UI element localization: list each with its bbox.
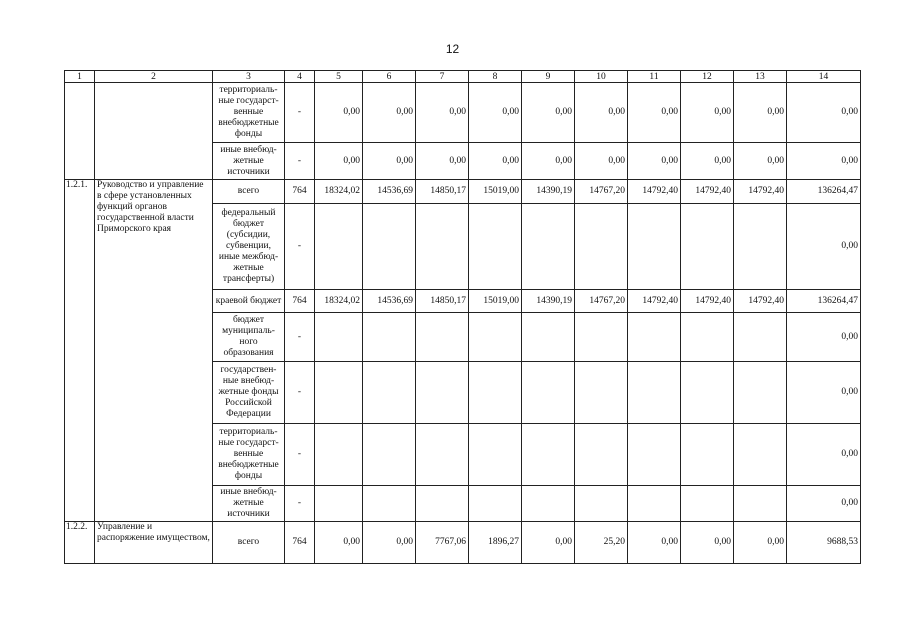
value-cell: 1896,27 — [469, 522, 522, 564]
value-cell — [416, 486, 469, 522]
code-cell: - — [285, 313, 315, 362]
value-cell: 0,00 — [681, 522, 734, 564]
value-cell: 0,00 — [734, 143, 787, 180]
funding-source-cell: государствен-ные внебюд-жетные фонды Российской Федерации — [213, 362, 285, 424]
code-cell: - — [285, 362, 315, 424]
value-cell — [522, 486, 575, 522]
funding-source-cell: краевой бюджет — [213, 290, 285, 313]
value-cell — [628, 362, 681, 424]
funding-source-cell: территориаль-ные государст-венные внебюджетные фонды — [213, 83, 285, 143]
value-cell — [628, 204, 681, 290]
table-row — [65, 522, 861, 564]
value-cell: 0,00 — [628, 83, 681, 143]
value-cell: 0,00 — [363, 83, 416, 143]
value-cell — [416, 424, 469, 486]
value-cell: 14850,17 — [416, 180, 469, 204]
value-cell — [681, 362, 734, 424]
value-cell — [734, 486, 787, 522]
value-cell — [315, 424, 363, 486]
item-name-cell — [95, 83, 213, 180]
funding-source-cell: иные внебюд-жетные источники — [213, 486, 285, 522]
total-cell: 0,00 — [787, 83, 861, 143]
value-cell: 0,00 — [628, 522, 681, 564]
funding-source-cell: бюджет муниципаль-ного образования — [213, 313, 285, 362]
total-cell: 0,00 — [787, 362, 861, 424]
value-cell — [628, 313, 681, 362]
funding-source-cell: иные внебюд-жетные источники — [213, 143, 285, 180]
header-cell: 10 — [575, 71, 628, 83]
header-cell: 8 — [469, 71, 522, 83]
value-cell — [315, 486, 363, 522]
item-name-cell: Управление и распоряжение имуществом, — [95, 522, 213, 564]
value-cell — [469, 486, 522, 522]
code-cell: 764 — [285, 522, 315, 564]
value-cell: 0,00 — [315, 522, 363, 564]
value-cell: 0,00 — [734, 83, 787, 143]
value-cell: 0,00 — [681, 83, 734, 143]
value-cell: 14390,19 — [522, 180, 575, 204]
table-row — [65, 83, 861, 143]
item-number-cell — [65, 83, 95, 180]
value-cell: 18324,02 — [315, 180, 363, 204]
value-cell: 14792,40 — [628, 290, 681, 313]
value-cell: 0,00 — [628, 143, 681, 180]
value-cell — [681, 313, 734, 362]
total-cell: 9688,53 — [787, 522, 861, 564]
value-cell — [469, 362, 522, 424]
value-cell: 0,00 — [575, 143, 628, 180]
value-cell — [575, 204, 628, 290]
value-cell: 15019,00 — [469, 180, 522, 204]
code-cell: 764 — [285, 290, 315, 313]
value-cell — [628, 486, 681, 522]
value-cell: 25,20 — [575, 522, 628, 564]
header-cell: 6 — [363, 71, 416, 83]
value-cell: 0,00 — [522, 522, 575, 564]
page-number: 12 — [445, 42, 460, 56]
value-cell: 0,00 — [363, 143, 416, 180]
value-cell: 0,00 — [575, 83, 628, 143]
value-cell: 0,00 — [416, 83, 469, 143]
table-row — [65, 180, 861, 204]
funding-source-cell: территориаль-ные государст-венные внебюджетные фонды — [213, 424, 285, 486]
value-cell: 14767,20 — [575, 290, 628, 313]
value-cell: 0,00 — [315, 83, 363, 143]
value-cell — [681, 486, 734, 522]
item-number-cell: 1.2.2. — [65, 522, 95, 564]
value-cell: 18324,02 — [315, 290, 363, 313]
value-cell — [416, 362, 469, 424]
value-cell — [315, 362, 363, 424]
value-cell — [575, 486, 628, 522]
funding-source-cell: федеральный бюджет (субсидии, субвенции, иные межбюд-жетные трансферты) — [213, 204, 285, 290]
value-cell — [363, 424, 416, 486]
header-cell: 5 — [315, 71, 363, 83]
value-cell — [416, 313, 469, 362]
header-cell: 9 — [522, 71, 575, 83]
value-cell — [734, 313, 787, 362]
value-cell: 0,00 — [522, 83, 575, 143]
total-cell: 0,00 — [787, 143, 861, 180]
value-cell — [469, 313, 522, 362]
value-cell — [575, 362, 628, 424]
total-cell: 0,00 — [787, 486, 861, 522]
value-cell: 7767,06 — [416, 522, 469, 564]
value-cell — [628, 424, 681, 486]
value-cell — [522, 362, 575, 424]
header-cell: 11 — [628, 71, 681, 83]
value-cell — [469, 204, 522, 290]
value-cell: 14792,40 — [734, 180, 787, 204]
value-cell — [734, 424, 787, 486]
value-cell — [734, 362, 787, 424]
code-cell: - — [285, 486, 315, 522]
code-cell: - — [285, 204, 315, 290]
value-cell: 0,00 — [363, 522, 416, 564]
value-cell: 0,00 — [734, 522, 787, 564]
value-cell: 0,00 — [681, 143, 734, 180]
value-cell — [416, 204, 469, 290]
header-cell: 12 — [681, 71, 734, 83]
value-cell: 14536,69 — [363, 180, 416, 204]
item-number-cell: 1.2.1. — [65, 180, 95, 522]
value-cell — [575, 424, 628, 486]
header-cell: 3 — [213, 71, 285, 83]
value-cell: 0,00 — [469, 143, 522, 180]
header-cell: 7 — [416, 71, 469, 83]
value-cell: 14792,40 — [681, 180, 734, 204]
value-cell — [469, 424, 522, 486]
total-cell: 0,00 — [787, 424, 861, 486]
value-cell: 14536,69 — [363, 290, 416, 313]
value-cell — [315, 204, 363, 290]
header-cell: 13 — [734, 71, 787, 83]
total-cell: 0,00 — [787, 313, 861, 362]
column-number-header-row — [65, 71, 861, 83]
code-cell: - — [285, 143, 315, 180]
value-cell — [681, 424, 734, 486]
header-cell: 14 — [787, 71, 861, 83]
value-cell — [734, 204, 787, 290]
funding-source-cell: всего — [213, 180, 285, 204]
value-cell: 0,00 — [416, 143, 469, 180]
value-cell — [522, 204, 575, 290]
code-cell: 764 — [285, 180, 315, 204]
header-cell: 4 — [285, 71, 315, 83]
value-cell: 14792,40 — [628, 180, 681, 204]
value-cell: 14767,20 — [575, 180, 628, 204]
value-cell: 0,00 — [469, 83, 522, 143]
value-cell: 14850,17 — [416, 290, 469, 313]
total-cell: 136264,47 — [787, 180, 861, 204]
value-cell — [575, 313, 628, 362]
total-cell: 0,00 — [787, 204, 861, 290]
budget-table — [64, 70, 861, 564]
value-cell: 14792,40 — [681, 290, 734, 313]
header-cell: 2 — [95, 71, 213, 83]
code-cell: - — [285, 83, 315, 143]
value-cell — [363, 204, 416, 290]
header-cell: 1 — [65, 71, 95, 83]
value-cell — [522, 424, 575, 486]
value-cell — [363, 486, 416, 522]
value-cell — [681, 204, 734, 290]
value-cell: 0,00 — [522, 143, 575, 180]
total-cell: 136264,47 — [787, 290, 861, 313]
value-cell: 14792,40 — [734, 290, 787, 313]
code-cell: - — [285, 424, 315, 486]
value-cell: 15019,00 — [469, 290, 522, 313]
value-cell — [522, 313, 575, 362]
value-cell — [315, 313, 363, 362]
value-cell: 0,00 — [315, 143, 363, 180]
funding-source-cell: всего — [213, 522, 285, 564]
value-cell — [363, 313, 416, 362]
value-cell: 14390,19 — [522, 290, 575, 313]
value-cell — [363, 362, 416, 424]
item-name-cell: Руководство и управление в сфере установленных функций органов государственной власти Приморского края — [95, 180, 213, 522]
